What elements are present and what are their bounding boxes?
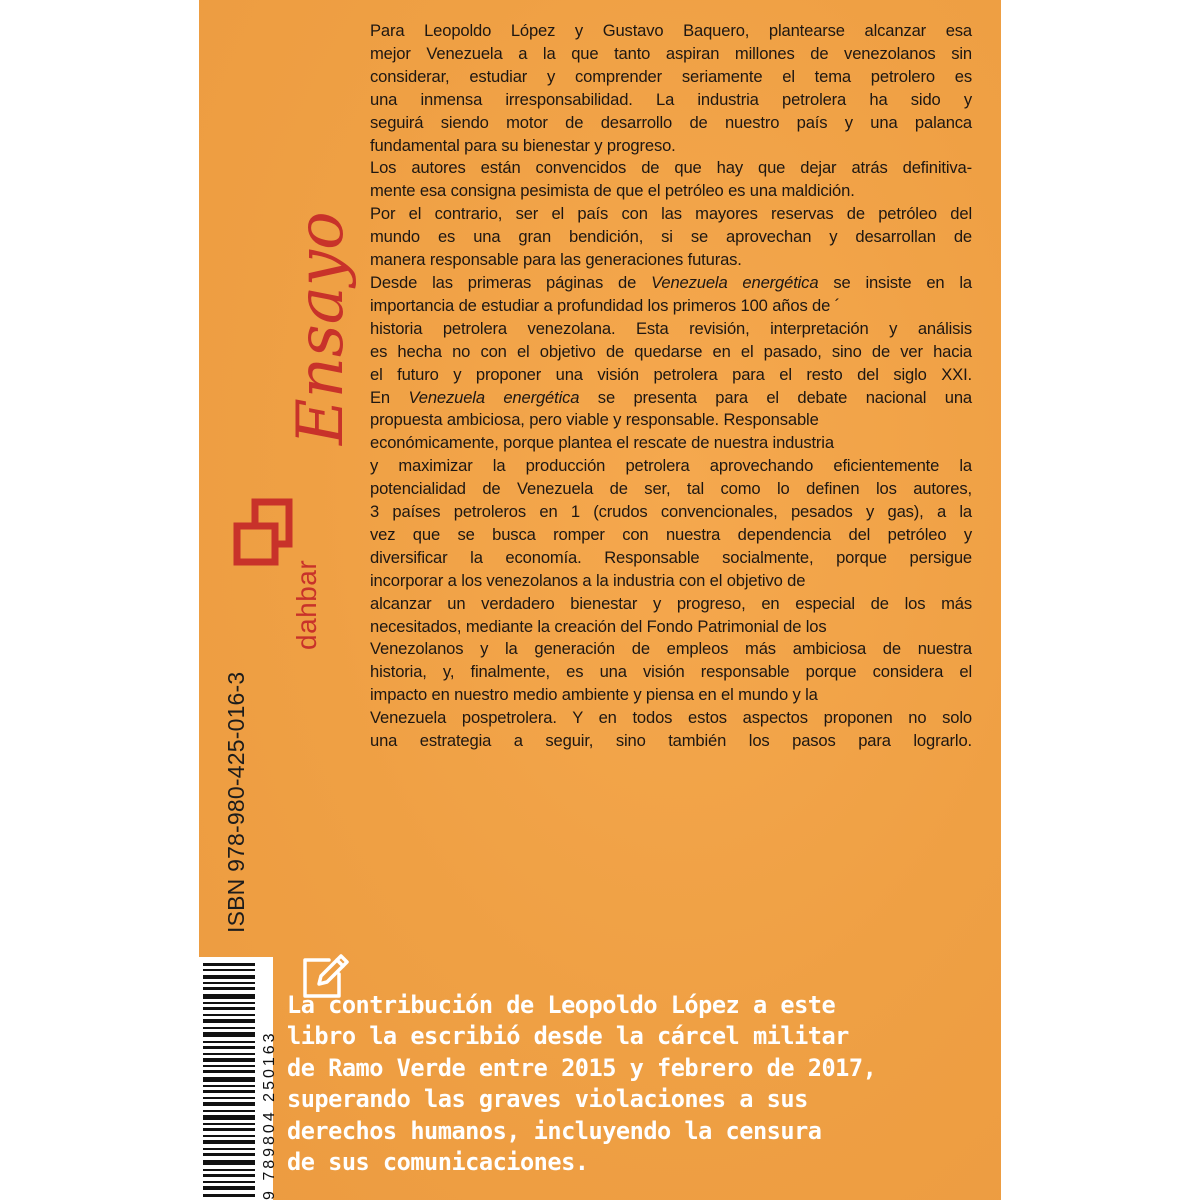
synopsis-text-run: Desde las primeras páginas de <box>370 272 652 292</box>
synopsis-line: alcanzar un verdadero bienestar y progreso, en especial de los más <box>370 593 972 613</box>
synopsis-line: Venezuela pospetrolera. Y en todos estos aspectos proponen no solo <box>370 708 972 728</box>
synopsis-line: Por el contrario, ser el país con las mayores reservas de petróleo del <box>370 204 972 224</box>
book-title-italic: Venezuela energética <box>408 387 580 407</box>
collection-label: Ensayo <box>284 211 358 445</box>
synopsis-line <box>370 272 972 295</box>
synopsis-line: historia, y, finalmente, es una visión responsable porque considera el <box>370 662 972 682</box>
quote-line: de sus comunicaciones. <box>287 1148 589 1177</box>
synopsis-line: es hecha no con el objetivo de quedarse en el pasado, sino de ver hacia <box>370 341 972 361</box>
synopsis-line: vez que se busca romper con nuestra dependencia del petróleo y <box>370 524 972 544</box>
synopsis-line: importancia de estudiar a profundidad los primeros 100 años de ´ <box>370 295 841 315</box>
quote-line: superando las graves violaciones a sus <box>287 1085 808 1114</box>
synopsis-line: incorporar a los venezolanos a la industria con el objetivo de <box>370 570 806 590</box>
barcode-digits: 9 789804 250163 <box>261 1030 278 1200</box>
synopsis-line: Para Leopoldo López y Gustavo Baquero, plantearse alcanzar esa <box>370 21 972 40</box>
synopsis-line: y maximizar la producción petrolera aprovechando eficientemente la <box>370 456 972 476</box>
synopsis-line: económicamente, porque plantea el rescate de nuestra industria <box>370 433 834 453</box>
synopsis-line: mente esa consigna pesimista de que el petróleo es una maldición. <box>370 181 855 201</box>
back-cover <box>199 0 1001 1200</box>
quote-line: derechos humanos, incluyendo la censura <box>287 1116 822 1145</box>
dahbar-logo-icon <box>231 496 295 568</box>
synopsis-text-run: se insiste en la <box>818 272 973 292</box>
book-title-italic: Venezuela energética <box>651 272 819 292</box>
synopsis-line: una inmensa irresponsabilidad. La industria petrolera ha sido y <box>370 89 972 109</box>
quote-line: La contribución de Leopoldo López a este <box>287 991 836 1019</box>
synopsis-line <box>370 387 972 410</box>
synopsis-text-run: se presenta para el debate nacional una <box>579 387 972 407</box>
synopsis-line: propuesta ambiciosa, pero viable y responsable. Responsable <box>370 410 819 430</box>
synopsis-line: historia petrolera venezolana. Esta revisión, interpretación y análisis <box>370 318 972 338</box>
synopsis-line: el futuro y proponer una visión petrolera para el resto del siglo XXI. <box>370 364 972 384</box>
synopsis-line: diversificar la economía. Responsable socialmente, porque persigue <box>370 547 972 567</box>
synopsis-line: una estrategia a seguir, sino también los pasos para lograrlo. <box>370 731 972 751</box>
synopsis-text-run: En <box>370 387 409 407</box>
synopsis-line: considerar, estudiar y comprender seriamente el tema petrolero es <box>370 66 972 86</box>
synopsis-line: 3 países petroleros en 1 (crudos convencionales, pesados y gas), a la <box>370 502 972 522</box>
synopsis-text <box>370 20 972 753</box>
synopsis-line: necesitados, mediante la creación del Fondo Patrimonial de los <box>370 616 827 636</box>
synopsis-line: Los autores están convencidos de que hay que dejar atrás definitiva- <box>370 158 972 178</box>
publisher-label: dahbar <box>291 559 322 650</box>
synopsis-line: fundamental para su bienestar y progreso. <box>370 135 676 155</box>
synopsis-line: potencialidad de Venezuela de ser, tal como lo definen los autores, <box>370 479 972 499</box>
synopsis-line: mundo es una gran bendición, si se aprovechan y desarrollan de <box>370 227 972 247</box>
synopsis-line: Venezolanos y la generación de empleos más ambiciosa de nuestra <box>370 639 972 659</box>
quote-line: libro la escribió desde la cárcel militar <box>287 1022 849 1051</box>
quote-line: de Ramo Verde entre 2015 y febrero de 2017, <box>287 1053 877 1082</box>
isbn-number: ISBN 978-980-425-016-3 <box>223 671 249 933</box>
synopsis-line: mejor Venezuela a la que tanto aspiran millones de venezolanos sin <box>370 43 972 63</box>
author-note-quote <box>287 990 987 1178</box>
synopsis-line: impacto en nuestro medio ambiente y piensa en el mundo y la <box>370 685 818 705</box>
synopsis-line: manera responsable para las generaciones futuras. <box>370 250 742 270</box>
synopsis-line: seguirá siendo motor de desarrollo de nuestro país y una palanca <box>370 112 972 132</box>
